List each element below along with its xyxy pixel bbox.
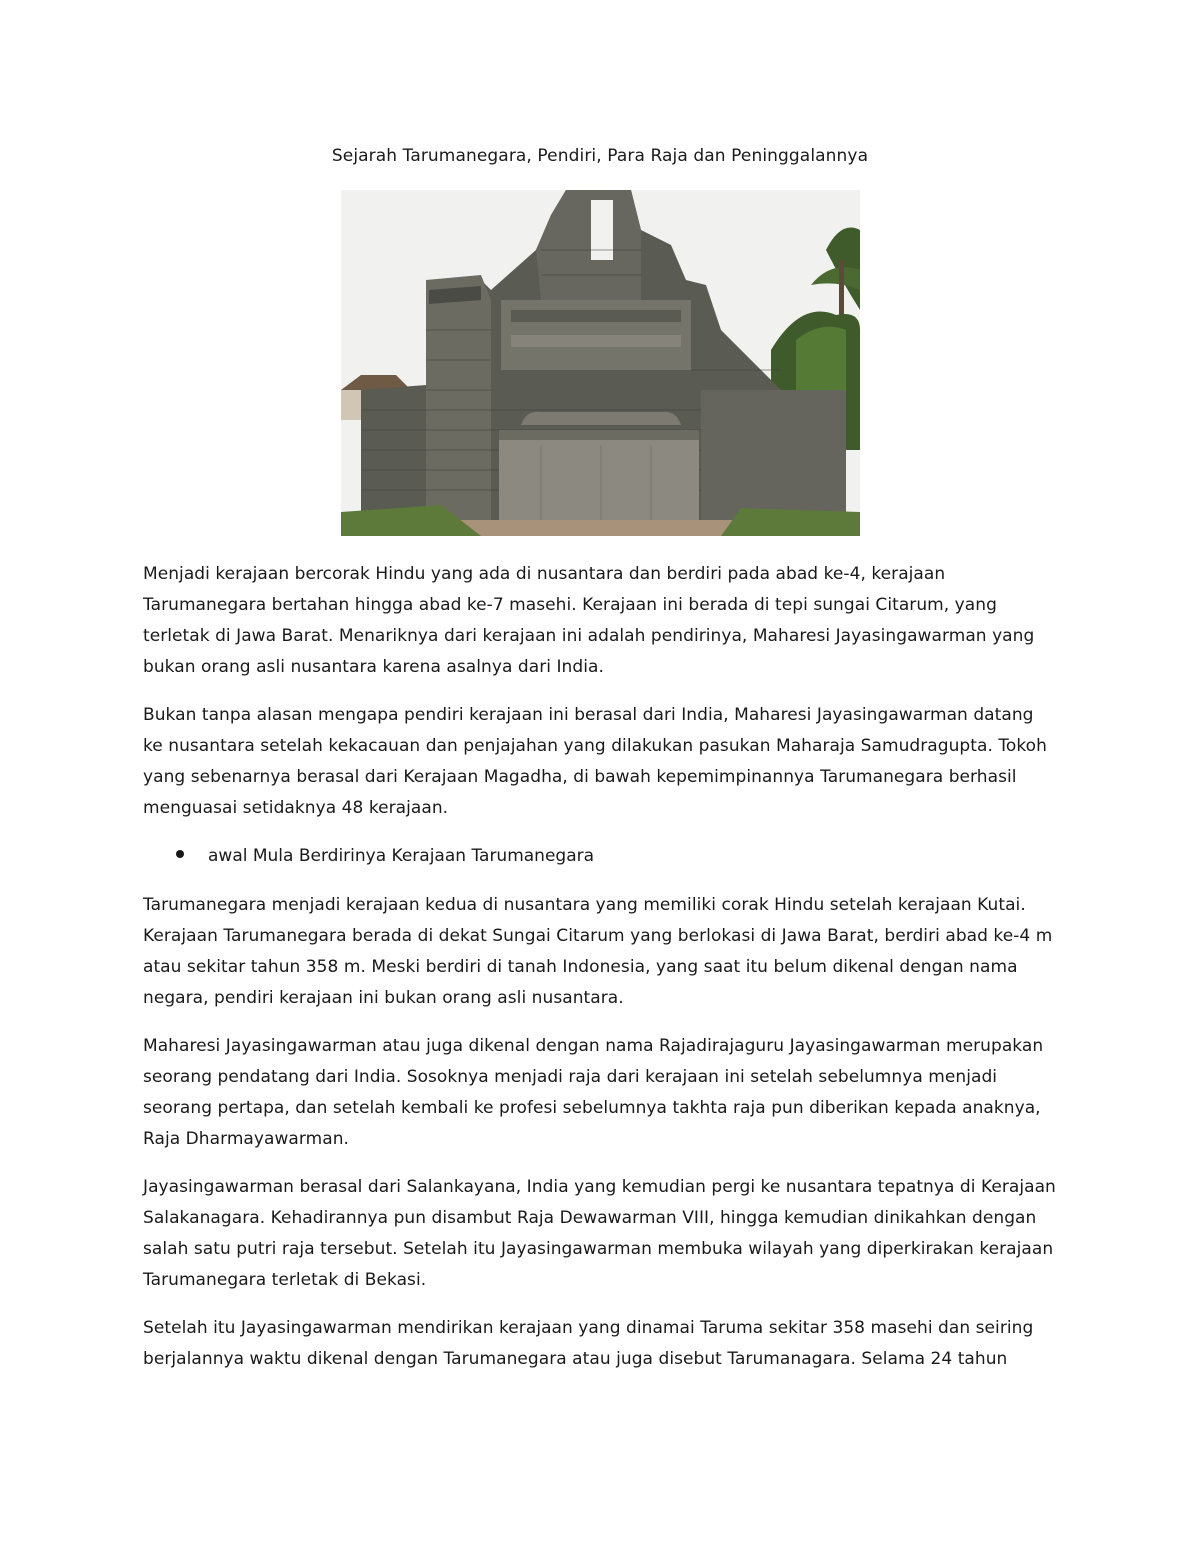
paragraph-5: Jayasingawarman berasal dari Salankayana, India yang kemudian pergi ke nusantara tepatnya di Kerajaan Salakanagara. Kehadirannya pun disambut Raja Dewawarman VIII, hingga kemudian dinikahkan dengan salah satu putri raja tersebut. Setelah itu Jayasingawarman membuka wilayah yang diperkirakan kerajaan Tarumanegara terletak di Bekasi. bbox=[143, 1177, 1056, 1290]
paragraph-6: Setelah itu Jayasingawarman mendirikan kerajaan yang dinamai Taruma sekitar 358 masehi dan seiring berjalannya waktu dikenal dengan Tarumanegara atau juga disebut Tarumanagara. Selama 24 tahun bbox=[143, 1318, 1034, 1369]
paragraph-3: Tarumanegara menjadi kerajaan kedua di nusantara yang memiliki corak Hindu setelah kerajaan Kutai. Kerajaan Tarumanegara berada di dekat Sungai Citarum yang berlokasi di Jawa Barat, berdiri abad ke-4 m atau sekitar tahun 358 m. Meski berdiri di tanah Indonesia, yang saat itu belum dikenal dengan nama negara, pendiri kerajaan ini bukan orang asli nusantara. bbox=[143, 895, 1053, 1008]
bullet-list-item bbox=[176, 841, 594, 872]
bullet-text: awal Mula Berdirinya Kerajaan Tarumanegara bbox=[208, 846, 595, 866]
paragraph-4: Maharesi Jayasingawarman atau juga dikenal dengan nama Rajadirajaguru Jayasingawarman merupakan seorang pendatang dari India. Sosoknya menjadi raja dari kerajaan ini setelah sebelumnya menjadi seorang pertapa, dan setelah kembali ke profesi sebelumnya takhta raja pun diberikan kepada anaknya, Raja Dharmayawarman. bbox=[143, 1036, 1044, 1149]
temple-photo bbox=[341, 190, 860, 536]
paragraph-2: Bukan tanpa alasan mengapa pendiri kerajaan ini berasal dari India, Maharesi Jayasingawarman datang ke nusantara setelah kekacauan dan penjajahan yang dilakukan pasukan Maharaja Samudragupta. Tokoh yang sebenarnya berasal dari Kerajaan Magadha, di bawah kepemimpinannya Tarumanegara berhasil menguasai setidaknya 48 kerajaan. bbox=[143, 705, 1047, 818]
bullet-icon bbox=[176, 850, 184, 858]
paragraph-1: Menjadi kerajaan bercorak Hindu yang ada di nusantara dan berdiri pada abad ke-4, kerajaan Tarumanegara bertahan hingga abad ke-7 masehi. Kerajaan ini berada di tepi sungai Citarum, yang terletak di Jawa Barat. Menariknya dari kerajaan ini adalah pendirinya, Maharesi Jayasingawarman yang bukan orang asli nusantara karena asalnya dari India. bbox=[143, 564, 1035, 677]
document-title: Sejarah Tarumanegara, Pendiri, Para Raja dan Peninggalannya bbox=[331, 146, 869, 166]
